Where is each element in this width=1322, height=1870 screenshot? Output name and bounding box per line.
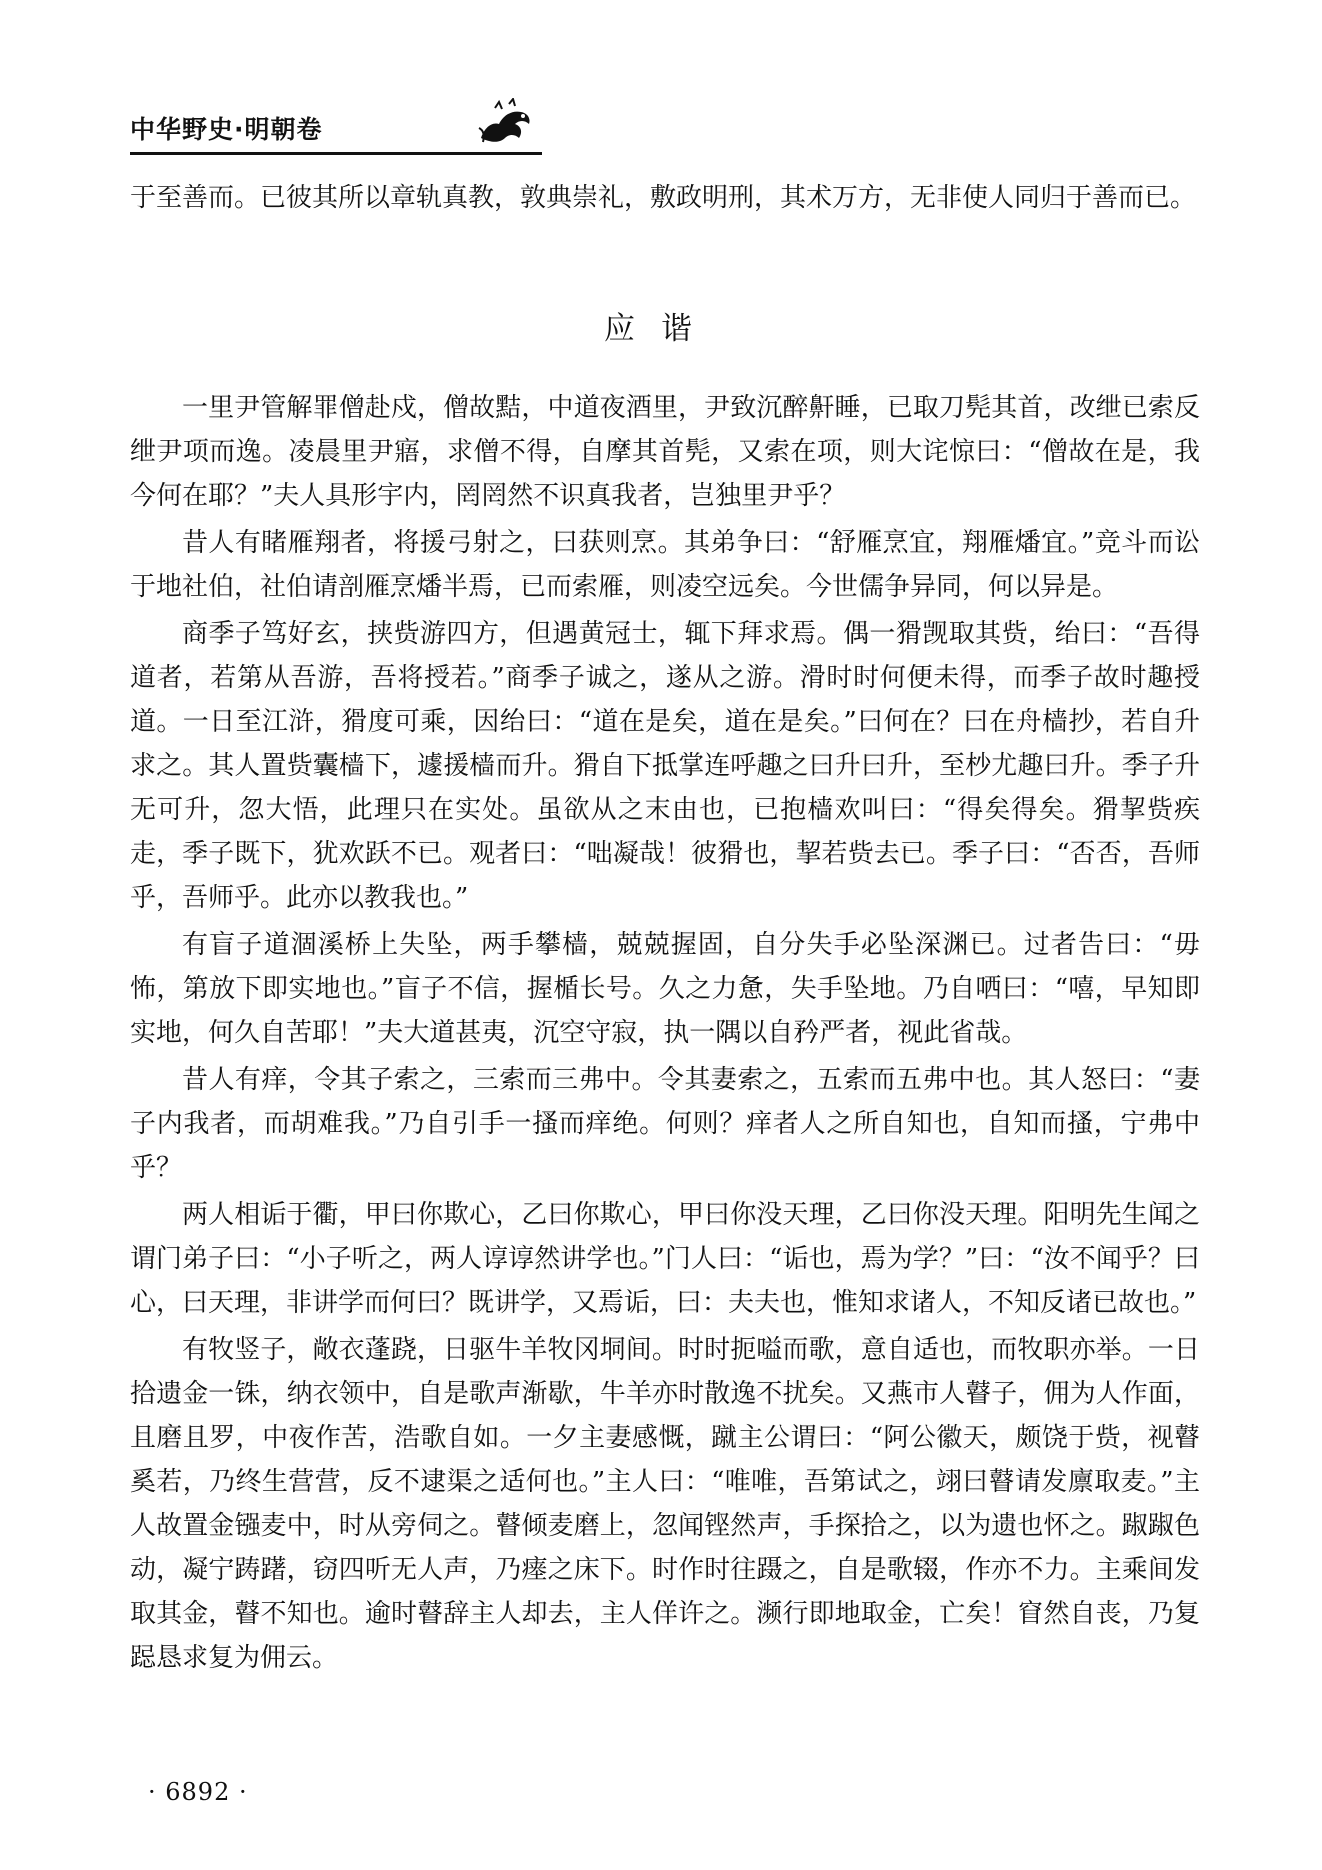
section-title: 应谐 [604, 311, 718, 347]
paragraph: 商季子笃好玄，挟赀游四方，但遇黄冠士，辄下拜求焉。偶一猾觊取其赀，绐曰：“吾得道者，若第从吾游，吾将授若。”商季子诚之，遂从之游。滑时时何便未得，而季子故时趣授道。一日至江浒，猾度可乘，因绐曰：“道在是矣，道在是矣。”曰何在？曰在舟樯抄，若自升求之。其人置赀囊樯下，遽援樯而升。猾自下抵掌连呼趣之曰升曰升，至杪尤趣曰升。季子升无可升，忽大悟，此理只在实处。虽欲从之末由也，已抱樯欢叫曰：“得矣得矣。猾挈赀疾走，季子既下，犹欢跃不已。观者曰：“咄凝哉！彼猾也，挈若赀去已。季子曰：“否否，吾师乎，吾师乎。此亦以教我也。” [130, 619, 1200, 913]
intro-text: 于至善而。已彼其所以章轨真教，敦典崇礼，敷政明刑，其术万方，无非使人同归于善而已。 [130, 183, 1197, 213]
paragraph: 昔人有痒，令其子索之，三索而三弗中。令其妻索之，五索而五弗中也。其人怒曰：“妻子内我者，而胡难我。”乃自引手一搔而痒绝。何则？痒者人之所自知也，自知而搔，宁弗中乎？ [130, 1065, 1200, 1183]
dragon-emblem-icon [475, 98, 537, 148]
running-header [130, 98, 542, 156]
paragraph: 有牧竖子，敞衣蓬跷，日驱牛羊牧冈垌间。时时扼嗌而歌，意自适也，而牧职亦举。一日拾遗金一铢，纳衣领中，自是歌声渐歇，牛羊亦时散逸不扰矣。又燕市人瞽子，佣为人作面，且磨且罗，中夜作苦，浩歌自如。一夕主妻感慨，蹴主公谓曰：“阿公徽天，颇饶于赀，视瞽奚若，乃终生营营，反不逮渠之适何也。”主人曰：“唯唯，吾第试之，翊曰瞽请发廪取麦。”主人故置金镪麦中，时从旁伺之。瞽倾麦磨上，忽闻铿然声，手探拾之，以为遗也怀之。踧踧色动，凝宁踌躇，窃四听无人声，乃瘗之床下。时作时往蹑之，自是歌辍，作亦不力。主乘间发取其金，瞽不知也。逾时瞽辞主人却去，主人佯许之。濒行即地取金，亡矣！窅然自丧，乃复跽恳求复为佣云。 [130, 1335, 1200, 1673]
paragraph: 两人相诟于衢，甲曰你欺心，乙曰你欺心，甲曰你没天理，乙曰你没天理。阳明先生闻之谓门弟子曰：“小子听之，两人谆谆然讲学也。”门人曰：“诟也，焉为学？”曰：“汝不闻乎？曰心，曰天理，非讲学而何曰？既讲学，又焉诟，曰：夫夫也，惟知求诸人，不知反诸已故也。” [130, 1200, 1200, 1318]
header-rule [130, 152, 542, 155]
body-text [130, 386, 1200, 1683]
book-title: 中华野史·明朝卷 [130, 115, 323, 144]
page-number: · 6892 · [148, 1778, 248, 1806]
paragraph: 有盲子道涸溪桥上失坠，两手攀樯，兢兢握固，自分失手必坠深渊已。过者告曰：“毋怖，第放下即实地也。”盲子不信，握楯长号。久之力惫，失手坠地。乃自哂曰：“嘻，早知即实地，何久自苦耶！”夫大道甚夷，沉空守寂，执一隅以自矜严者，视此省哉。 [130, 930, 1200, 1048]
paragraph: 一里尹管解罪僧赴戍，僧故黠，中道夜酒里，尹致沉醉鼾睡，已取刀髡其首，改绁已索反绁尹项而逸。凌晨里尹寤，求僧不得，自摩其首髡，又索在项，则大诧惊曰：“僧故在是，我今何在耶？”夫人具形宇内，罔罔然不识真我者，岂独里尹乎？ [130, 393, 1200, 511]
paragraph: 昔人有睹雁翔者，将援弓射之，曰获则烹。其弟争曰：“舒雁烹宜，翔雁燔宜。”竞斗而讼于地社伯，社伯请剖雁烹燔半焉，已而索雁，则凌空远矣。今世儒争异同，何以异是。 [130, 528, 1200, 602]
